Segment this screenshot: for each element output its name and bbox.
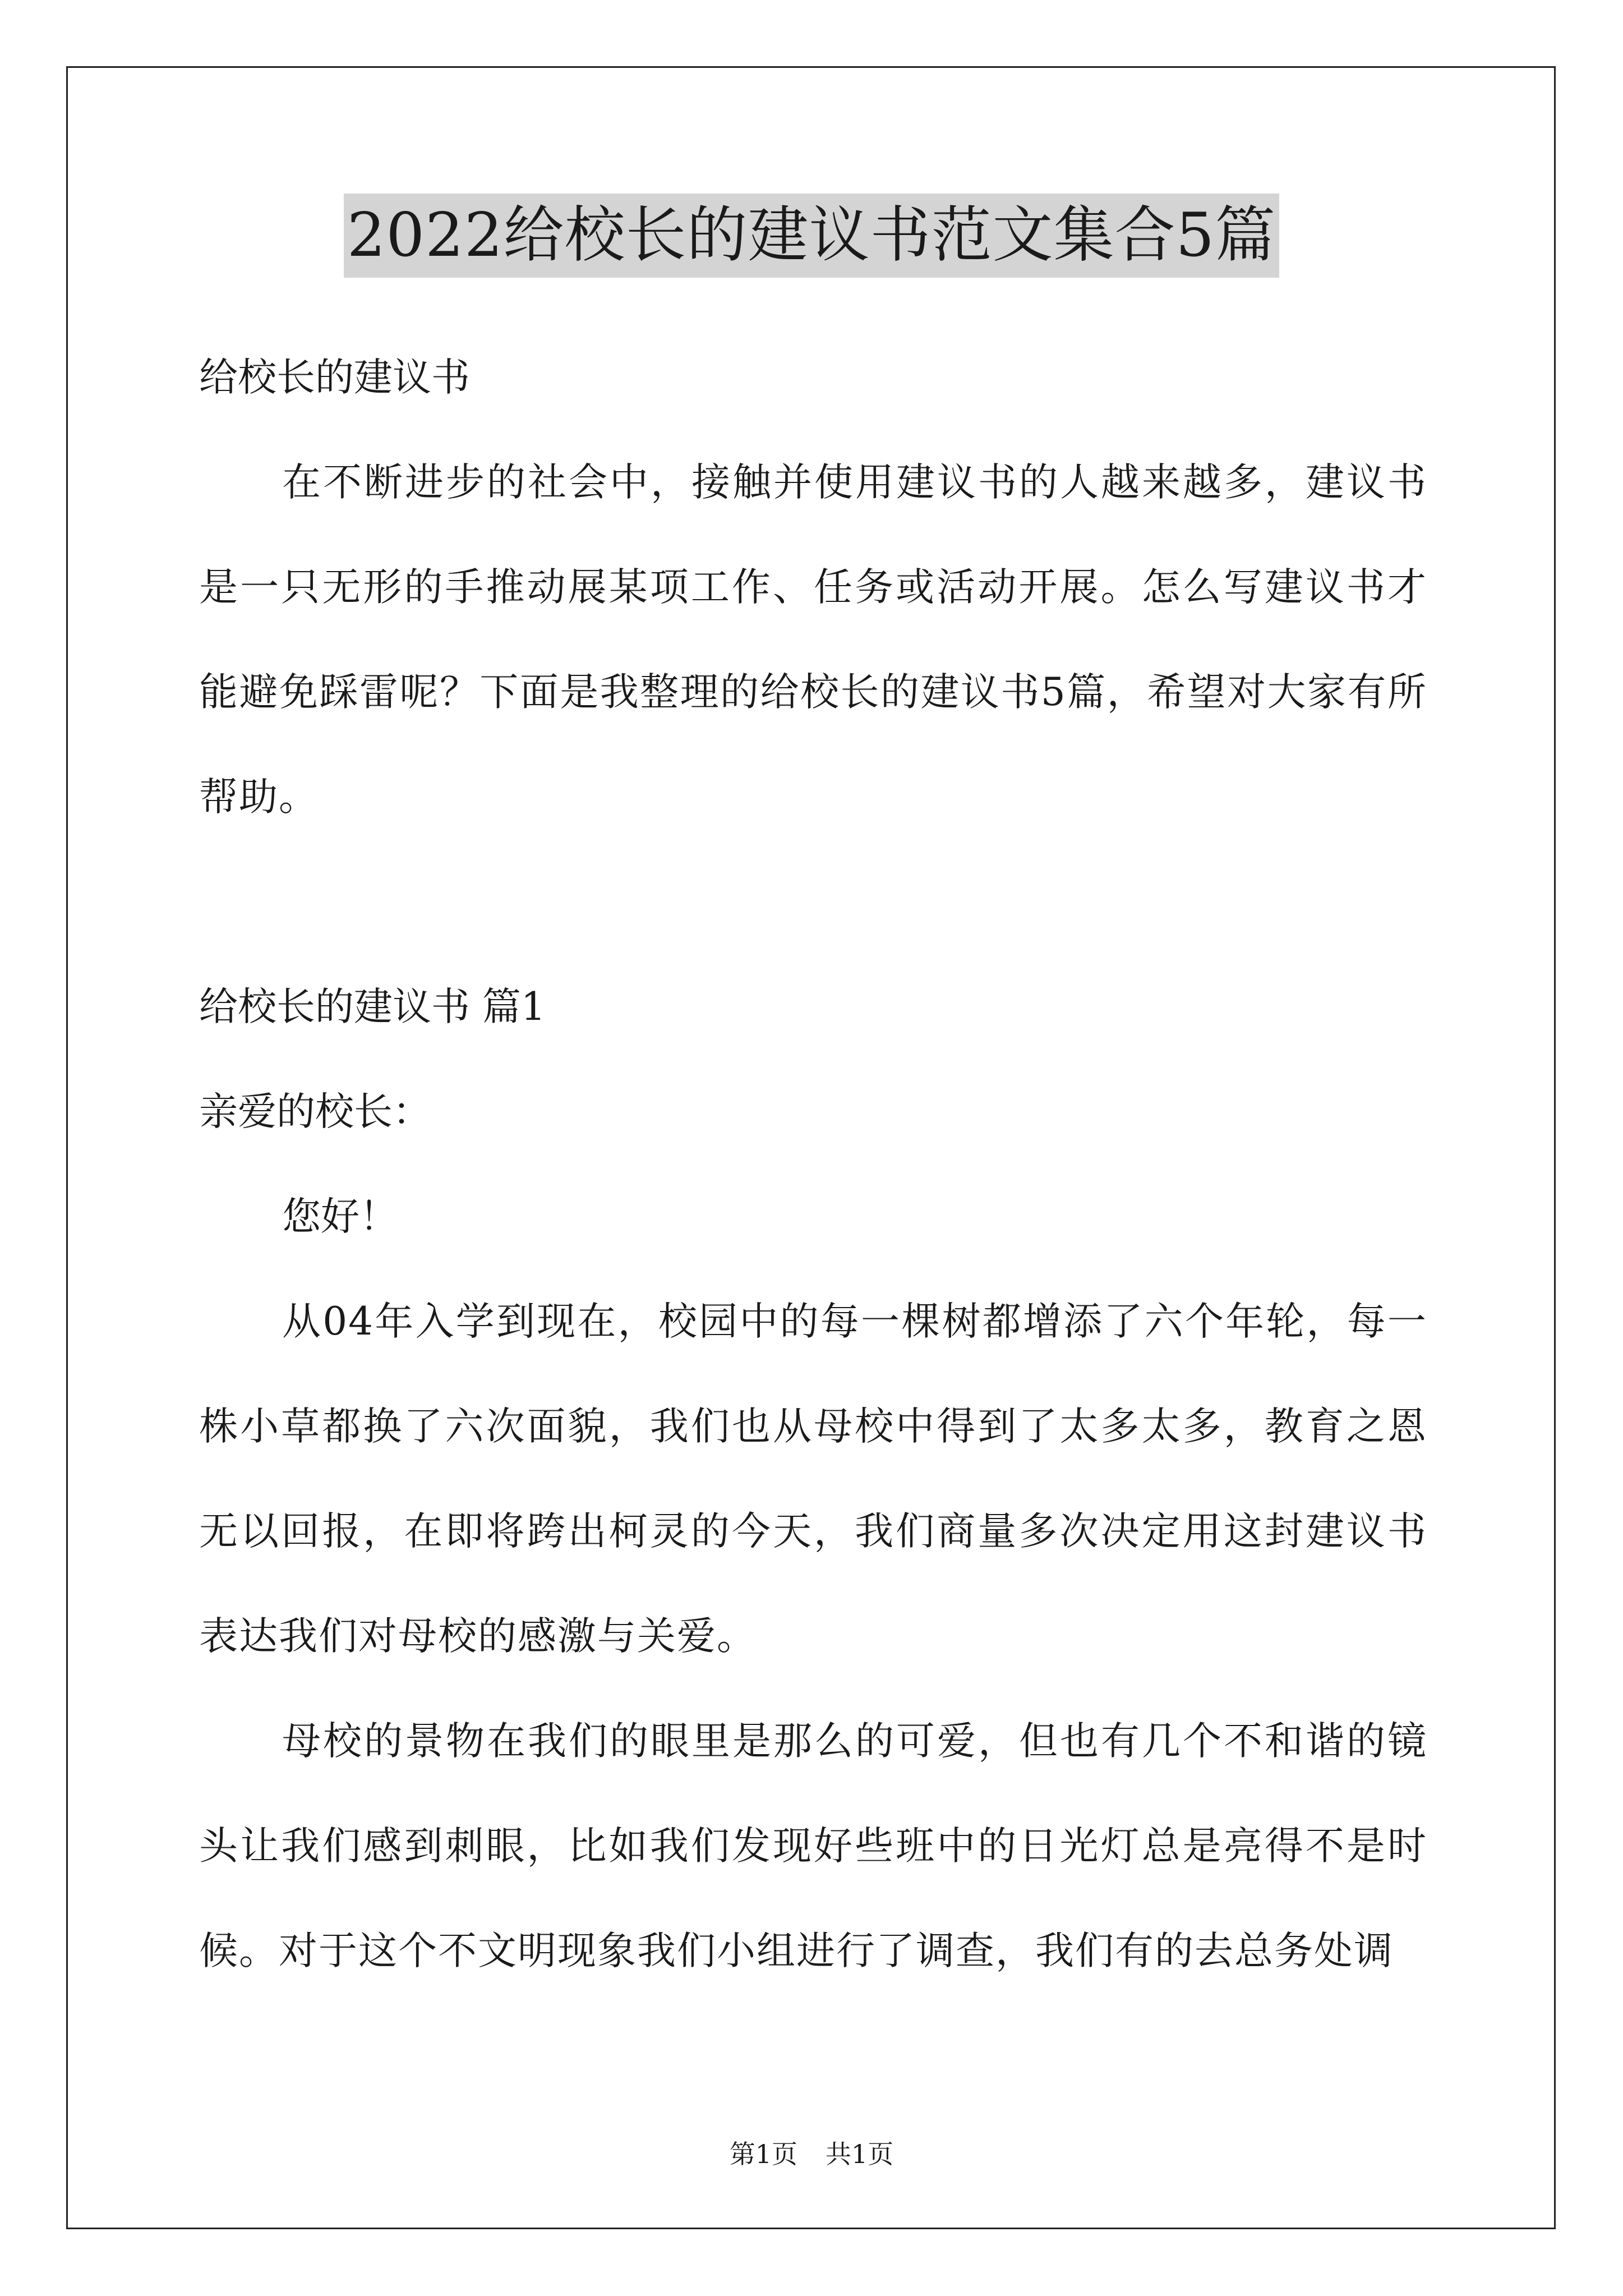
spacer [199,850,1427,955]
greeting: 您好！ [282,1194,398,1239]
page-number: 第1页 [729,2139,797,2169]
section-heading: 给校长的建议书 篇1 [199,984,546,1029]
document-title: 2022给校长的建议书范文集合5篇 [344,194,1280,278]
salutation: 亲爱的校长： [199,1089,431,1134]
body-paragraph-1: 从04年入学到现在，校园中的每一棵树都增添了六个年轮，每一株小草都换了六次面貌，我们也从母校中得到了太多太多，教育之恩无以回报，在即将跨出柯灵的今天，我们商量多次决定用这封建议书表达我们对母校的感激与关爱。 [199,1299,1427,1659]
page-total: 共1页 [826,2139,894,2169]
intro-heading: 给校长的建议书 [199,355,470,400]
page-footer [0,2137,1623,2171]
body-paragraph-2: 母校的景物在我们的眼里是那么的可爱，但也有几个不和谐的镜头让我们感到刺眼，比如我们发现好些班中的日光灯总是亮得不是时候。对于这个不文明现象我们小组进行了调查，我们有的去总务处调 [199,1719,1427,1973]
document-body [199,325,1427,2004]
title-container [0,194,1623,278]
intro-paragraph: 在不断进步的社会中，接触并使用建议书的人越来越多，建议书是一只无形的手推动展某项工作、任务或活动开展。怎么写建议书才能避免踩雷呢？下面是我整理的给校长的建议书5篇，希望对大家有所帮助。 [199,460,1427,820]
